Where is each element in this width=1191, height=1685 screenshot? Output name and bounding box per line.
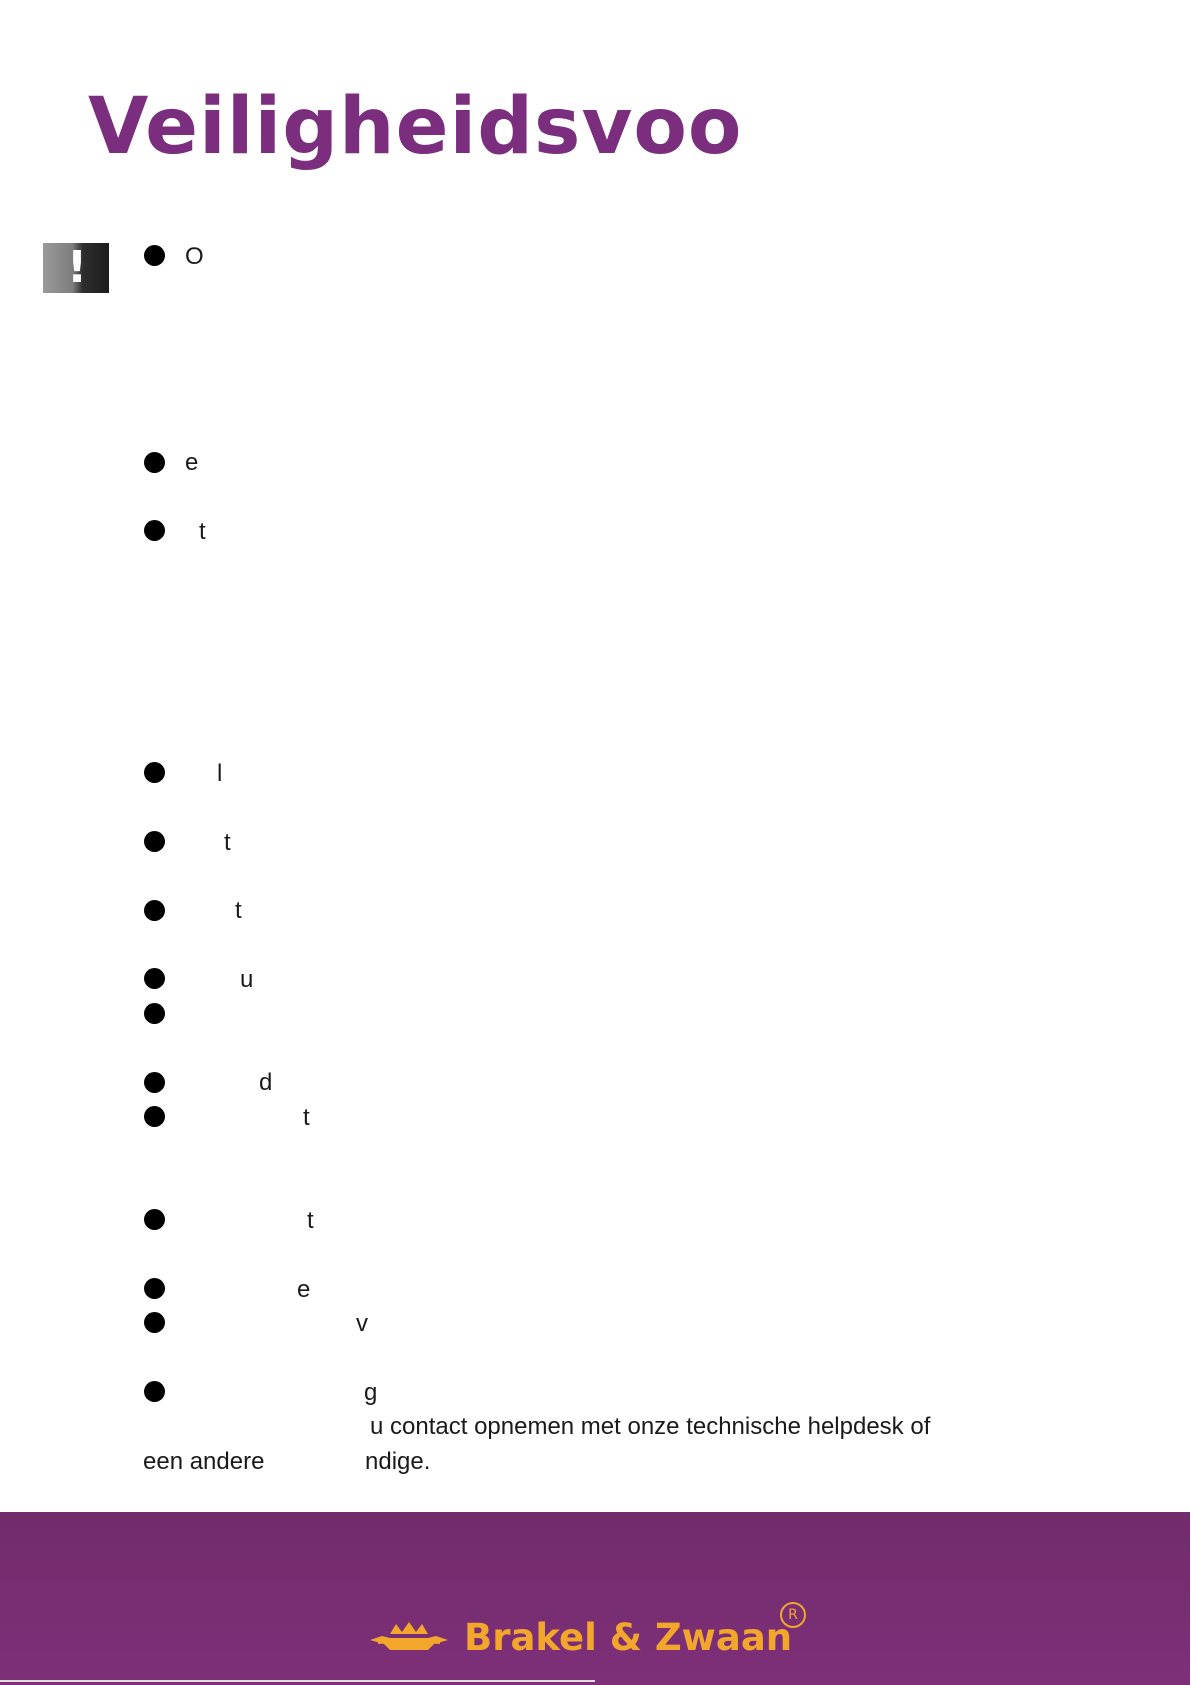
list-item-text: e: [297, 1276, 311, 1303]
list-item-text: t: [235, 897, 242, 924]
list-bullet: [144, 762, 165, 783]
paragraph-text: ndige.: [365, 1448, 431, 1475]
list-item-text: u: [240, 966, 254, 993]
list-bullet: [144, 968, 165, 989]
list-item-text: e: [185, 449, 199, 476]
list-item-text: t: [303, 1104, 310, 1131]
list-bullet: [144, 1312, 165, 1333]
warning-icon: !: [43, 243, 109, 293]
paragraph-text: een andere: [143, 1448, 265, 1475]
list-item-text: t: [199, 518, 206, 545]
list-bullet: [144, 245, 165, 266]
list-item-text: g: [364, 1379, 378, 1406]
list-bullet: [144, 1106, 165, 1127]
list-bullet: [144, 1381, 165, 1402]
list-bullet: [144, 831, 165, 852]
list-item-text: v: [356, 1310, 368, 1337]
list-bullet: [144, 520, 165, 541]
list-item-text: t: [307, 1207, 314, 1234]
paragraph-text: u contact opnemen met onze technische helpdesk of: [370, 1413, 931, 1440]
list-bullet: [144, 1209, 165, 1230]
crown-duck-icon: [368, 1620, 450, 1656]
brand-logo: [368, 1608, 828, 1668]
footer-divider: [0, 1680, 595, 1682]
list-bullet: [144, 452, 165, 473]
registered-mark: R: [780, 1602, 806, 1628]
list-bullet: [144, 1072, 165, 1093]
list-item-text: l: [217, 760, 223, 787]
list-item-text: d: [259, 1069, 273, 1096]
list-bullet: [144, 1278, 165, 1299]
list-bullet: [144, 900, 165, 921]
page-title: Veiligheidsvoo: [88, 82, 743, 172]
brand-name: Brakel & Zwaan: [464, 1616, 793, 1659]
list-bullet: [144, 1003, 165, 1024]
list-item-text: O: [185, 243, 204, 270]
list-item-text: t: [224, 829, 231, 856]
